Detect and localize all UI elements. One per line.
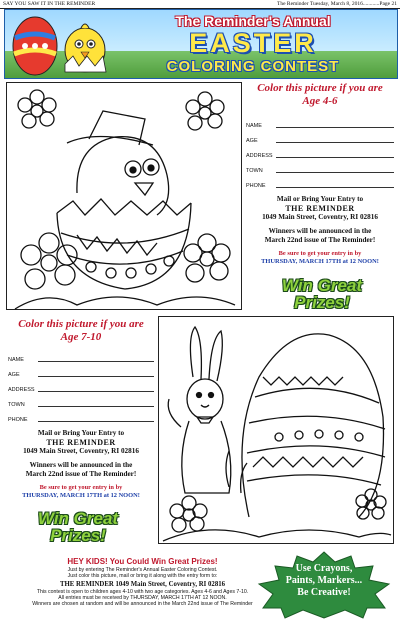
form1-town-field[interactable]: TOWN <box>246 159 394 174</box>
contest-rules: HEY KIDS! You Could Win Great Prizes! Just by entering The Reminder's Annual Easter Coloring Contest. Just color this picture, mail or bring it along with the entry form to: THE REMINDER 1049 Main Street, Coventry, RI 02816 This contest is open to children ages 4-10 with two age categories. Ages 4-6 and Ages 7-10. All entries must be received by THURSDAY, MARCH 17TH AT 12 NOON. Winners are chosen at random and will be announced in the March 22nd issue of The Reminder <box>20 557 265 607</box>
section1-winners: Winners will be announced in the March 22nd issue of The Reminder! <box>264 227 376 244</box>
section1-title-line1: Color this picture if you are <box>257 82 383 94</box>
form2-town-field[interactable]: TOWN <box>8 393 154 408</box>
form2-address-field[interactable]: ADDRESS <box>8 378 154 393</box>
hey-kids-heading: HEY KIDS! You Could Win Great Prizes! <box>67 557 218 566</box>
banner-line2: EASTER <box>189 28 317 58</box>
form1-address-field[interactable]: ADDRESS <box>246 144 394 159</box>
section2-winners: Winners will be announced in the March 22nd issue of The Reminder! <box>25 461 137 478</box>
banner-line1: The Reminder's Annual <box>175 13 331 29</box>
form2-phone-field[interactable]: PHONE <box>8 408 154 423</box>
contest-banner <box>4 9 398 79</box>
coloring-picture-bunny-egg <box>158 316 394 544</box>
form1-name-field[interactable]: NAME <box>246 114 394 129</box>
be-creative-badge: Use Crayons, Paints, Markers... Be Creative! <box>255 550 393 620</box>
section2-title-line1: Color this picture if you are <box>18 318 144 330</box>
entry-form-age-4-6 <box>246 82 394 266</box>
flower-icon <box>18 90 56 128</box>
form2-age-field[interactable]: AGE <box>8 363 154 378</box>
section2-deadline: Be sure to get your entry in by THURSDAY, MARCH 17TH at 12 NOON! <box>22 484 140 499</box>
section2-mail-block: Mail or Bring Your Entry to THE REMINDER 1049 Main Street, Coventry, RI 02816 <box>23 429 139 455</box>
win-prizes-label-1: Win Great Prizes! <box>281 276 363 312</box>
header-right: The Reminder Tuesday, March 8, 2016............Page 21 <box>276 1 397 7</box>
section2-title-line2: Age 7-10 <box>60 331 102 343</box>
win-prizes-label-2: Win Great Prizes! <box>37 509 119 545</box>
form1-phone-field[interactable]: PHONE <box>246 174 394 189</box>
section1-mail-block: Mail or Bring Your Entry to THE REMINDER 1049 Main Street, Coventry, RI 02816 <box>262 195 378 221</box>
banner-line3: COLORING CONTEST <box>166 58 340 75</box>
form2-name-field[interactable]: NAME <box>8 348 154 363</box>
form1-age-field[interactable]: AGE <box>246 129 394 144</box>
egg-chick-illustration <box>7 12 113 78</box>
page-header <box>0 0 400 9</box>
header-left: SAY YOU SAW IT IN THE REMINDER <box>3 1 96 7</box>
section1-deadline: Be sure to get your entry in by THURSDAY, MARCH 17TH at 12 NOON! <box>261 250 379 265</box>
coloring-picture-chick <box>6 82 242 310</box>
entry-form-age-7-10 <box>8 318 154 500</box>
section1-title-line2: Age 4-6 <box>302 95 338 107</box>
